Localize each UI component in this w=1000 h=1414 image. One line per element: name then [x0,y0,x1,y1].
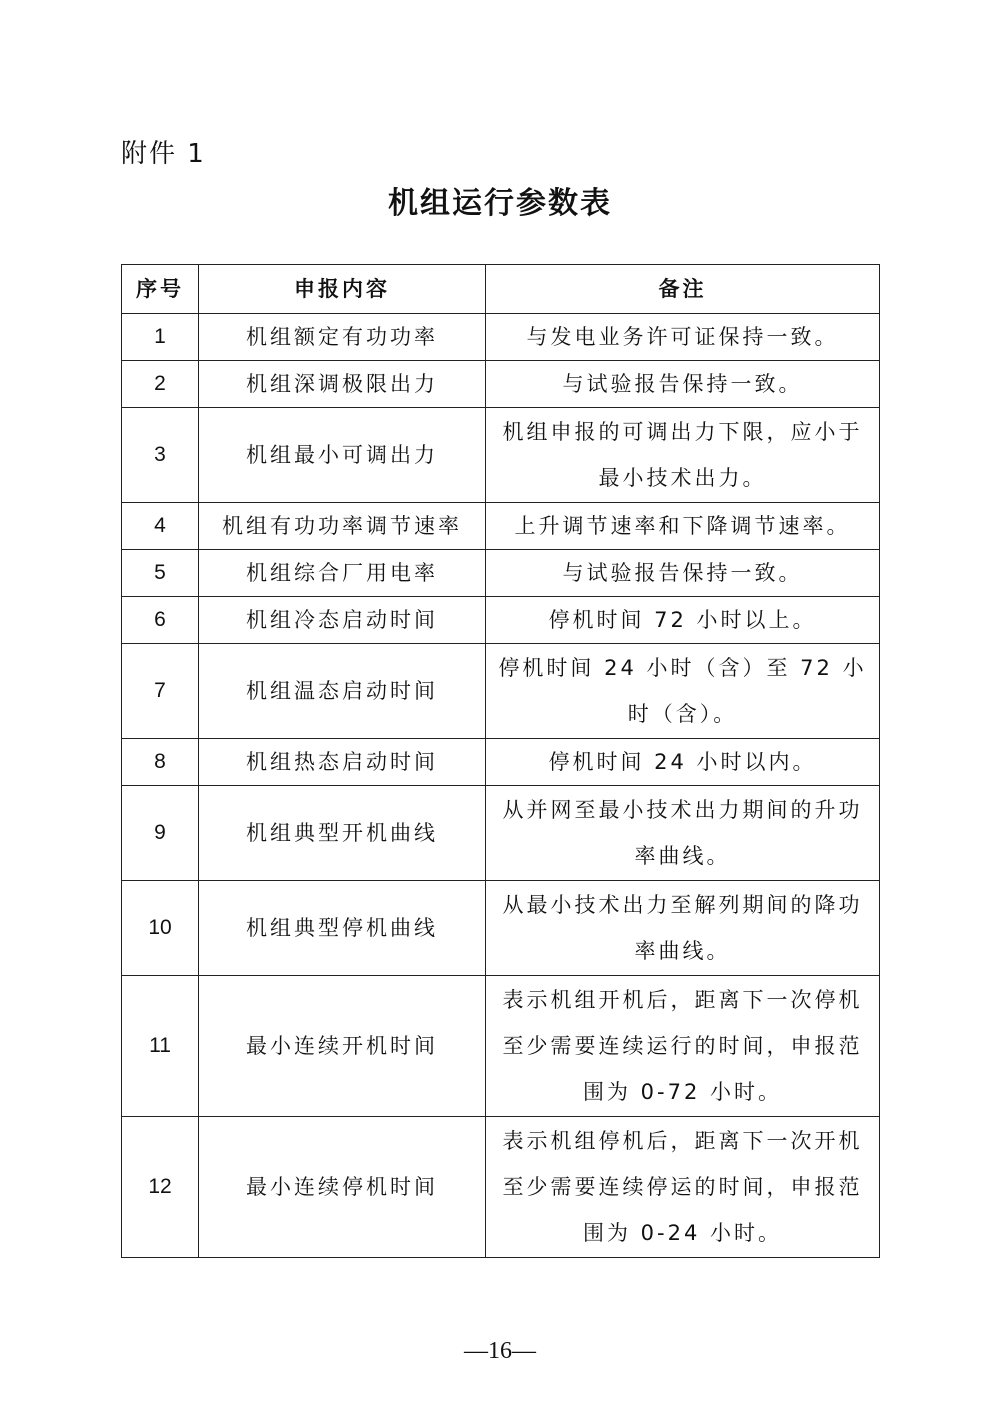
row-item: 机组有功功率调节速率 [199,503,486,550]
table-row [122,1117,880,1258]
row-remark: 与试验报告保持一致。 [486,550,880,597]
table-row [122,597,880,644]
row-remark: 上升调节速率和下降调节速率。 [486,503,880,550]
row-no: 4 [122,503,199,550]
row-no: 2 [122,361,199,408]
table-row [122,976,880,1117]
attachment-label: 附件 1 [121,139,206,169]
row-remark: 从并网至最小技术出力期间的升功率曲线。 [486,786,880,881]
row-no: 7 [122,644,199,739]
row-item: 机组综合厂用电率 [199,550,486,597]
row-no: 10 [122,881,199,976]
header-item: 申报内容 [199,265,486,314]
row-remark: 表示机组停机后，距离下一次开机至少需要连续停运的时间，申报范围为 0-24 小时。 [486,1117,880,1258]
row-remark: 从最小技术出力至解列期间的降功率曲线。 [486,881,880,976]
table-row [122,408,880,503]
row-remark: 停机时间 24 小时以内。 [486,739,880,786]
row-item: 机组典型开机曲线 [199,786,486,881]
row-item: 机组热态启动时间 [199,739,486,786]
table-row [122,550,880,597]
document-title: 机组运行参数表 [388,186,612,221]
row-remark: 机组申报的可调出力下限，应小于最小技术出力。 [486,408,880,503]
parameter-table [121,264,880,1258]
row-remark: 停机时间 72 小时以上。 [486,597,880,644]
header-no: 序号 [122,265,199,314]
row-no: 6 [122,597,199,644]
row-no: 3 [122,408,199,503]
row-item: 机组冷态启动时间 [199,597,486,644]
row-no: 11 [122,976,199,1117]
row-no: 1 [122,314,199,361]
row-item: 机组额定有功功率 [199,314,486,361]
table-row [122,644,880,739]
row-item: 最小连续开机时间 [199,976,486,1117]
table-row [122,739,880,786]
row-no: 12 [122,1117,199,1258]
row-no: 9 [122,786,199,881]
row-remark: 停机时间 24 小时（含）至 72 小时（含）。 [486,644,880,739]
header-remark: 备注 [486,265,880,314]
table-row [122,361,880,408]
row-item: 机组典型停机曲线 [199,881,486,976]
row-no: 5 [122,550,199,597]
row-item: 机组温态启动时间 [199,644,486,739]
table-row [122,881,880,976]
row-remark: 与试验报告保持一致。 [486,361,880,408]
row-remark: 与发电业务许可证保持一致。 [486,314,880,361]
row-no: 8 [122,739,199,786]
table-header-row [122,265,880,314]
row-item: 机组深调极限出力 [199,361,486,408]
table-row [122,503,880,550]
table-row [122,786,880,881]
row-item: 最小连续停机时间 [199,1117,486,1258]
page-number: —16— [464,1338,536,1364]
row-item: 机组最小可调出力 [199,408,486,503]
row-remark: 表示机组开机后，距离下一次停机至少需要连续运行的时间，申报范围为 0-72 小时。 [486,976,880,1117]
table-row [122,314,880,361]
